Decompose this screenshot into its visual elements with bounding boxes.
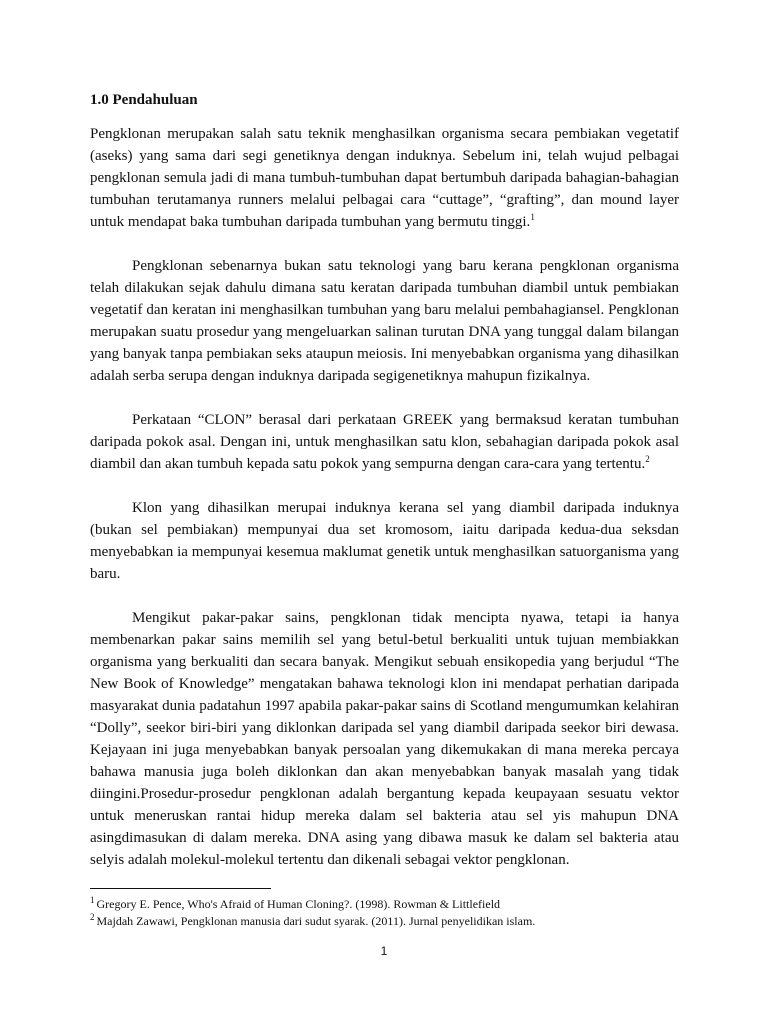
- paragraph-1-text: Pengklonan merupakan salah satu teknik menghasilkan organisma secara pembiakan vegetatif (aseks) yang sama dari segi genetiknya dengan induknya. Sebelum ini, telah wujud pelbagai pengklonan semula jadi di mana tumbuh-tumbuhan dapat bertumbuh daripada bahagian-bahagian tumbuhan terutamanya runners melalui pelbagai cara “cuttage”, “grafting”, dan mound layer untuk mendapat baka tumbuhan daripada tumbuhan yang bermutu tinggi.: [90, 126, 679, 230]
- section-heading: 1.0 Pendahuluan: [90, 92, 198, 108]
- footnote-2: [90, 913, 679, 930]
- paragraph-3: [90, 409, 679, 475]
- footnote-text-1: Gregory E. Pence, Who's Afraid of Human Cloning?. (1998). Rowman & Littlefield: [96, 897, 501, 911]
- paragraph-5: [90, 607, 679, 871]
- paragraph-2-text: Pengklonan sebenarnya bukan satu teknologi yang baru kerana pengklonan organisma telah dilakukan sejak dahulu dimana satu keratan daripada tumbuhan diambil untuk pembiakan vegetatif dan keratan ini menghasilkan tumbuhan yang baru melalui pembahagiansel. Pengklonan merupakan suatu prosedur yang mengeluarkan salinan turutan DNA yang tunggal dalam bilangan yang banyak tanpa pembiakan seks ataupun meiosis. Ini menyebabkan organisma yang dihasilkan adalah serba serupa dengan induknya daripada segigenetiknya mahupun fizikalnya.: [90, 258, 679, 384]
- footnote-mark-1: 1: [90, 895, 95, 905]
- footnote-ref-2: 2: [645, 454, 650, 464]
- paragraph-2: [90, 255, 679, 387]
- footnotes: [90, 896, 679, 930]
- paragraph-5-text: Mengikut pakar-pakar sains, pengklonan tidak mencipta nyawa, tetapi ia hanya membenarkan pakar sains memilih sel yang betul-betul berkualiti untuk tujuan membiakkan organisma yang berkualiti dan secara banyak. Mengikut sebuah ensikopedia yang berjudul “The New Book of Knowledge” mengatakan bahawa teknologi klon ini mendapat perhatian daripada masyarakat dunia padatahun 1997 apabila pakar-pakar sains di Scotland mengumumkan kelahiran “Dolly”, seekor biri-biri yang diklonkan daripada sel yang diambil daripada seekor biri dewasa. Kejayaan ini juga menyebabkan banyak persoalan yang dikemukakan di mana mereka percaya bahawa manusia juga boleh diklonkan dan akan menyebabkan banyak masalah yang tidak diingini.Prosedur-prosedur pengklonan adalah bergantung kepada keupayaan sesuatu vektor untuk meneruskan rantai hidup mereka dalam sel bakteria atau sel yis mahupun DNA asingdimasukan di dalam mereka. DNA asing yang dibawa masuk ke dalam sel bakteria atau selyis adalah molekul-molekul tertentu dan dikenali sebagai vektor pengklonan.: [90, 610, 679, 868]
- paragraph-4: [90, 497, 679, 585]
- footnote-mark-2: 2: [90, 912, 95, 922]
- paragraph-1: [90, 123, 679, 233]
- footnote-divider: [90, 888, 271, 889]
- page-number: 1: [380, 944, 388, 958]
- paragraph-4-text: Klon yang dihasilkan merupai induknya kerana sel yang diambil daripada induknya (bukan sel pembiakan) mempunyai dua set kromosom, iaitu daripada kedua-dua seksdan menyebabkan ia mempunyai kesemua maklumat genetik untuk menghasilkan satuorganisma yang baru.: [90, 500, 679, 582]
- footnote-1: [90, 896, 679, 913]
- footnote-ref-1: 1: [530, 212, 535, 222]
- footnote-text-2: Majdah Zawawi, Pengklonan manusia dari sudut syarak. (2011). Jurnal penyelidikan islam.: [96, 914, 536, 928]
- paragraph-3-text: Perkataan “CLON” berasal dari perkataan GREEK yang bermaksud keratan tumbuhan daripada pokok asal. Dengan ini, untuk menghasilkan satu klon, sebahagian daripada pokok asal diambil dan akan tumbuh kepada satu pokok yang sempurna dengan cara-cara yang tertentu.: [90, 412, 679, 472]
- document-body: [90, 92, 679, 893]
